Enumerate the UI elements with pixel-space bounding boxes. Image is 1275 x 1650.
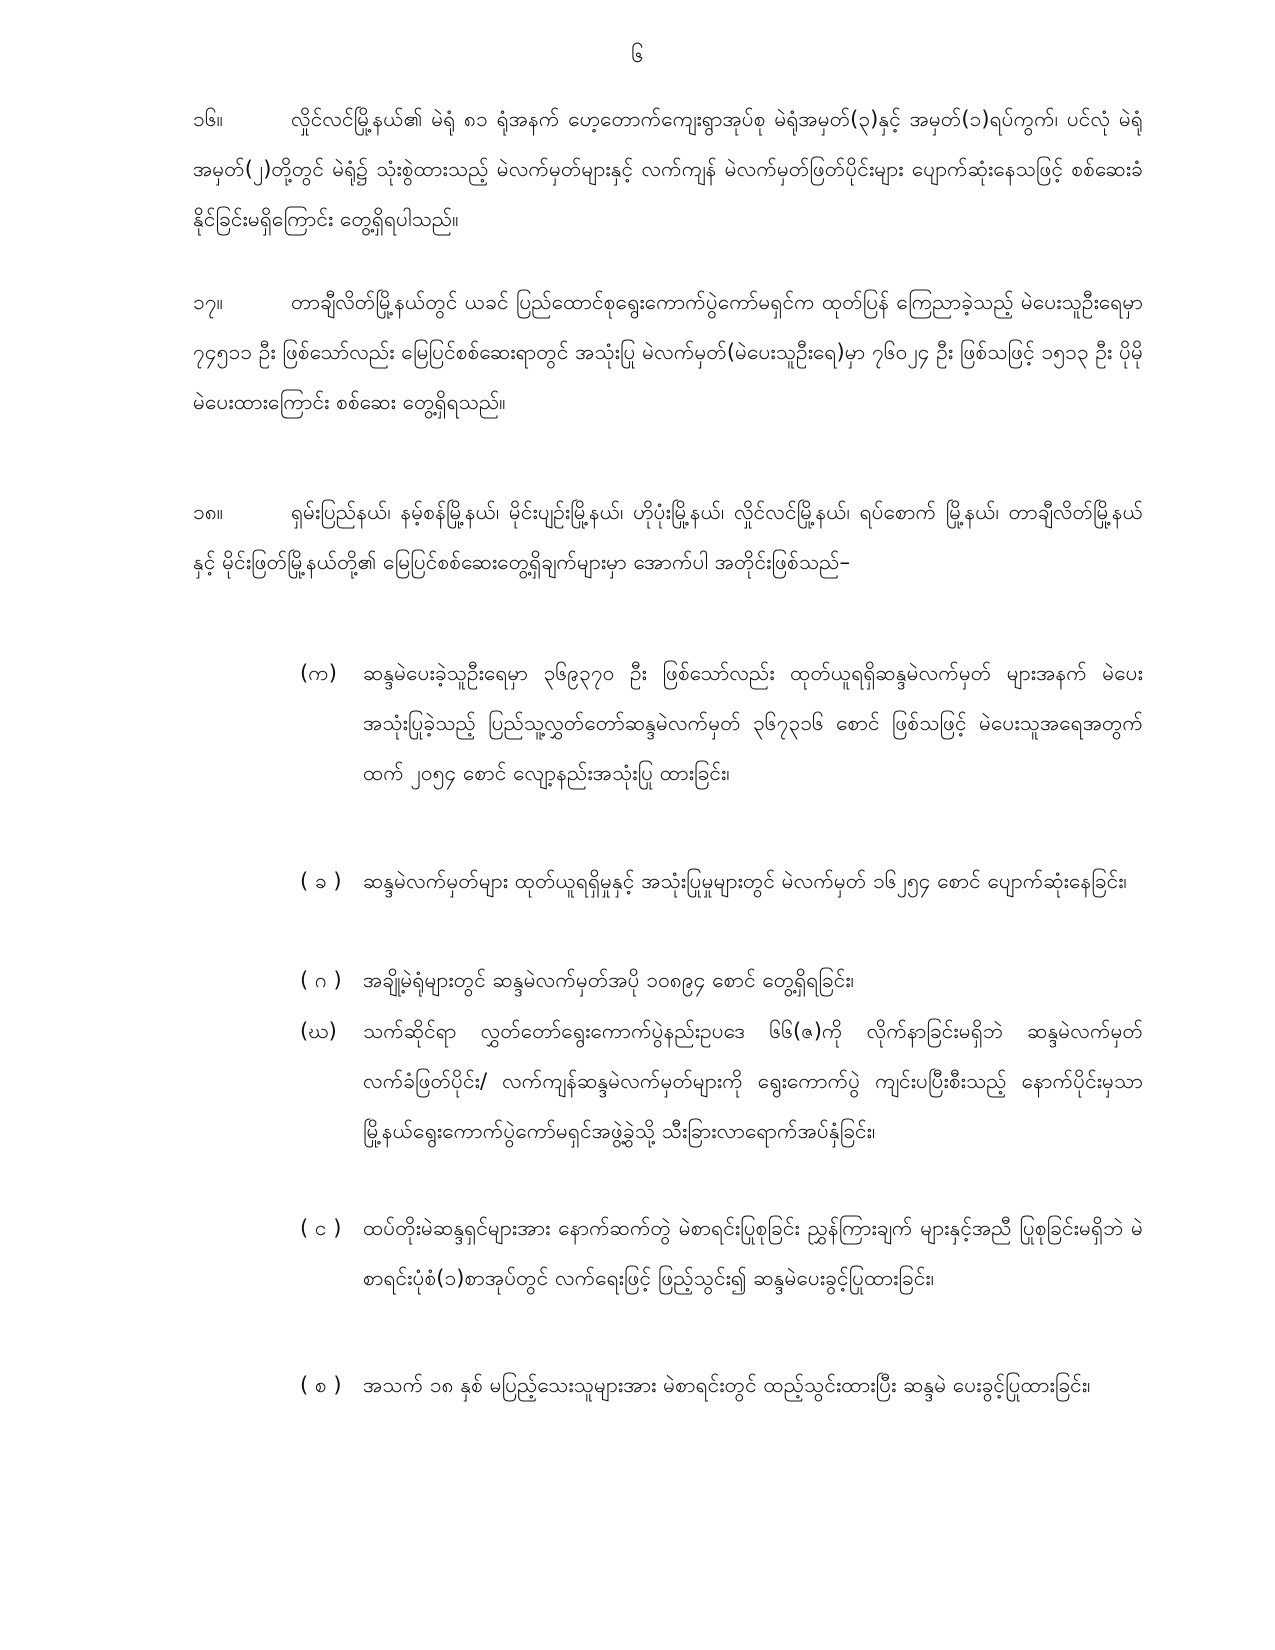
paragraph-text: လှိုင်လင်မြို့နယ်၏ မဲရုံ ၈၁ ရုံအနက် ဟေ့တောက်ကျေးရွာအုပ်စု မဲရုံအမှတ်(၃)နှင့် အမှတ်(၁)ရပ်ကွက်၊ ပင်လုံ မဲရုံအမှတ်(၂)တို့တွင် မဲရုံ၌ သုံးစွဲထားသည့် မဲလက်မှတ်များနှင့် လက်ကျန် မဲလက်မှတ်ဖြတ်ပိုင်းများ ပျောက်ဆုံးနေသဖြင့် စစ်ဆေးခံနိုင်ခြင်းမရှိကြောင်း တွေ့ရှိရပါသည်။ bbox=[193, 107, 1143, 231]
list-item-nga bbox=[300, 1203, 1143, 1303]
list-item-text: ဆန္ဒမဲလက်မှတ်များ ထုတ်ယူရရှိမှုနှင့် အသုံးပြုမှုများတွင် မဲလက်မှတ် ၁၆၂၅၄ စောင် ပျောက်ဆုံးနေခြင်း၊ bbox=[363, 869, 1127, 893]
list-item-ka bbox=[300, 648, 1143, 798]
list-item-label: ( င ) bbox=[300, 1216, 342, 1240]
list-item-gha bbox=[300, 1006, 1143, 1156]
list-item-sa bbox=[300, 1360, 1143, 1410]
list-item-label: ( ခ ) bbox=[300, 869, 342, 893]
paragraph-17 bbox=[193, 277, 1143, 427]
list-item-text: ထပ်တိုးမဲဆန္ဒရှင်များအား နောက်ဆက်တွဲ မဲစာရင်းပြုစုခြင်း ညွှန်ကြားချက် များနှင့်အညီ ပြုစုခြင်းမရှိဘဲ မဲစာရင်းပုံစံ(၁)စာအုပ်တွင် လက်ရေးဖြင့် ဖြည့်သွင်း၍ ဆန္ဒမဲပေးခွင့်ပြုထားခြင်း၊ bbox=[363, 1216, 1143, 1290]
paragraph-18 bbox=[193, 487, 1143, 587]
list-item-label: (ဃ) bbox=[300, 1019, 337, 1043]
list-item-text: ဆန္ဒမဲပေးခဲ့သူဦးရေမှာ ၃၆၉၃၇၀ ဦး ဖြစ်သော်လည်း ထုတ်ယူရရှိဆန္ဒမဲလက်မှတ် များအနက် မဲပေးအသုံးပြုခဲ့သည့် ပြည်သူ့လွှတ်တော်ဆန္ဒမဲလက်မှတ် ၃၆၇၃၁၆ စောင် ဖြစ်သဖြင့် မဲပေးသူအရေအတွက်ထက် ၂၀၅၄ စောင် လျော့နည်းအသုံးပြု ထားခြင်း၊ bbox=[363, 661, 1143, 785]
paragraph-16 bbox=[193, 94, 1143, 244]
page-number: ၆ bbox=[631, 43, 644, 68]
paragraph-number: ၁၈။ bbox=[193, 500, 224, 524]
list-item-text: သက်ဆိုင်ရာ လွှတ်တော်ရွေးကောက်ပွဲနည်းဥပဒေ ၆၆(ဇ)ကို လိုက်နာခြင်းမရှိဘဲ ဆန္ဒမဲလက်မှတ် လက်ခံဖြတ်ပိုင်း/ လက်ကျန်ဆန္ဒမဲလက်မှတ်များကို ရွေးကောက်ပွဲ ကျင်းပပြီးစီးသည့် နောက်ပိုင်းမှသာ မြို့နယ်ရွေးကောက်ပွဲကော်မရှင်အဖွဲ့ခွဲသို့ သီးခြားလာရောက်အပ်နှံခြင်း၊ bbox=[363, 1019, 1143, 1143]
list-item-text: အသက် ၁၈ နှစ် မပြည့်သေးသူများအား မဲစာရင်းတွင် ထည့်သွင်းထားပြီး ဆန္ဒမဲ ပေးခွင့်ပြုထားခြင်း၊ bbox=[363, 1373, 1091, 1397]
paragraph-number: ၁၆။ bbox=[193, 107, 223, 131]
list-item-label: ( ဂ ) bbox=[300, 968, 342, 992]
list-item-ga bbox=[300, 955, 1143, 1005]
paragraph-number: ၁၇။ bbox=[193, 290, 223, 314]
list-item-label: (က) bbox=[300, 661, 337, 685]
list-item-kha bbox=[300, 856, 1143, 906]
list-item-text: အချို့မဲရုံများတွင် ဆန္ဒမဲလက်မှတ်အပို ၁၀၈၉၄ စောင် တွေ့ရှိရခြင်း၊ bbox=[363, 968, 854, 992]
list-item-label: ( စ ) bbox=[300, 1373, 342, 1397]
paragraph-text: ရှမ်းပြည်နယ်၊ နမ့်စန်မြို့နယ်၊ မိုင်းပျဉ်းမြို့နယ်၊ ဟိုပုံးမြို့နယ်၊ လှိုင်လင်မြို့နယ်၊ ရပ်စောက် မြို့နယ်၊ တာချီလိတ်မြို့နယ်နှင့် မိုင်းဖြတ်မြို့နယ်တို့၏ မြေပြင်စစ်ဆေးတွေ့ရှိချက်များမှာ အောက်ပါ အတိုင်းဖြစ်သည်– bbox=[193, 500, 1143, 574]
paragraph-text: တာချီလိတ်မြို့နယ်တွင် ယခင် ပြည်ထောင်စုရွေးကောက်ပွဲကော်မရှင်က ထုတ်ပြန် ကြေညာခဲ့သည့် မဲပေးသူဦးရေမှာ ၇၄၅၁၁ ဦး ဖြစ်သော်လည်း မြေပြင်စစ်ဆေးရာတွင် အသုံးပြု မဲလက်မှတ်(မဲပေးသူဦးရေ)မှာ ၇၆၀၂၄ ဦး ဖြစ်သဖြင့် ၁၅၁၃ ဦး ပိုမိုမဲပေးထားကြောင်း စစ်ဆေး တွေ့ရှိရသည်။ bbox=[193, 290, 1143, 414]
